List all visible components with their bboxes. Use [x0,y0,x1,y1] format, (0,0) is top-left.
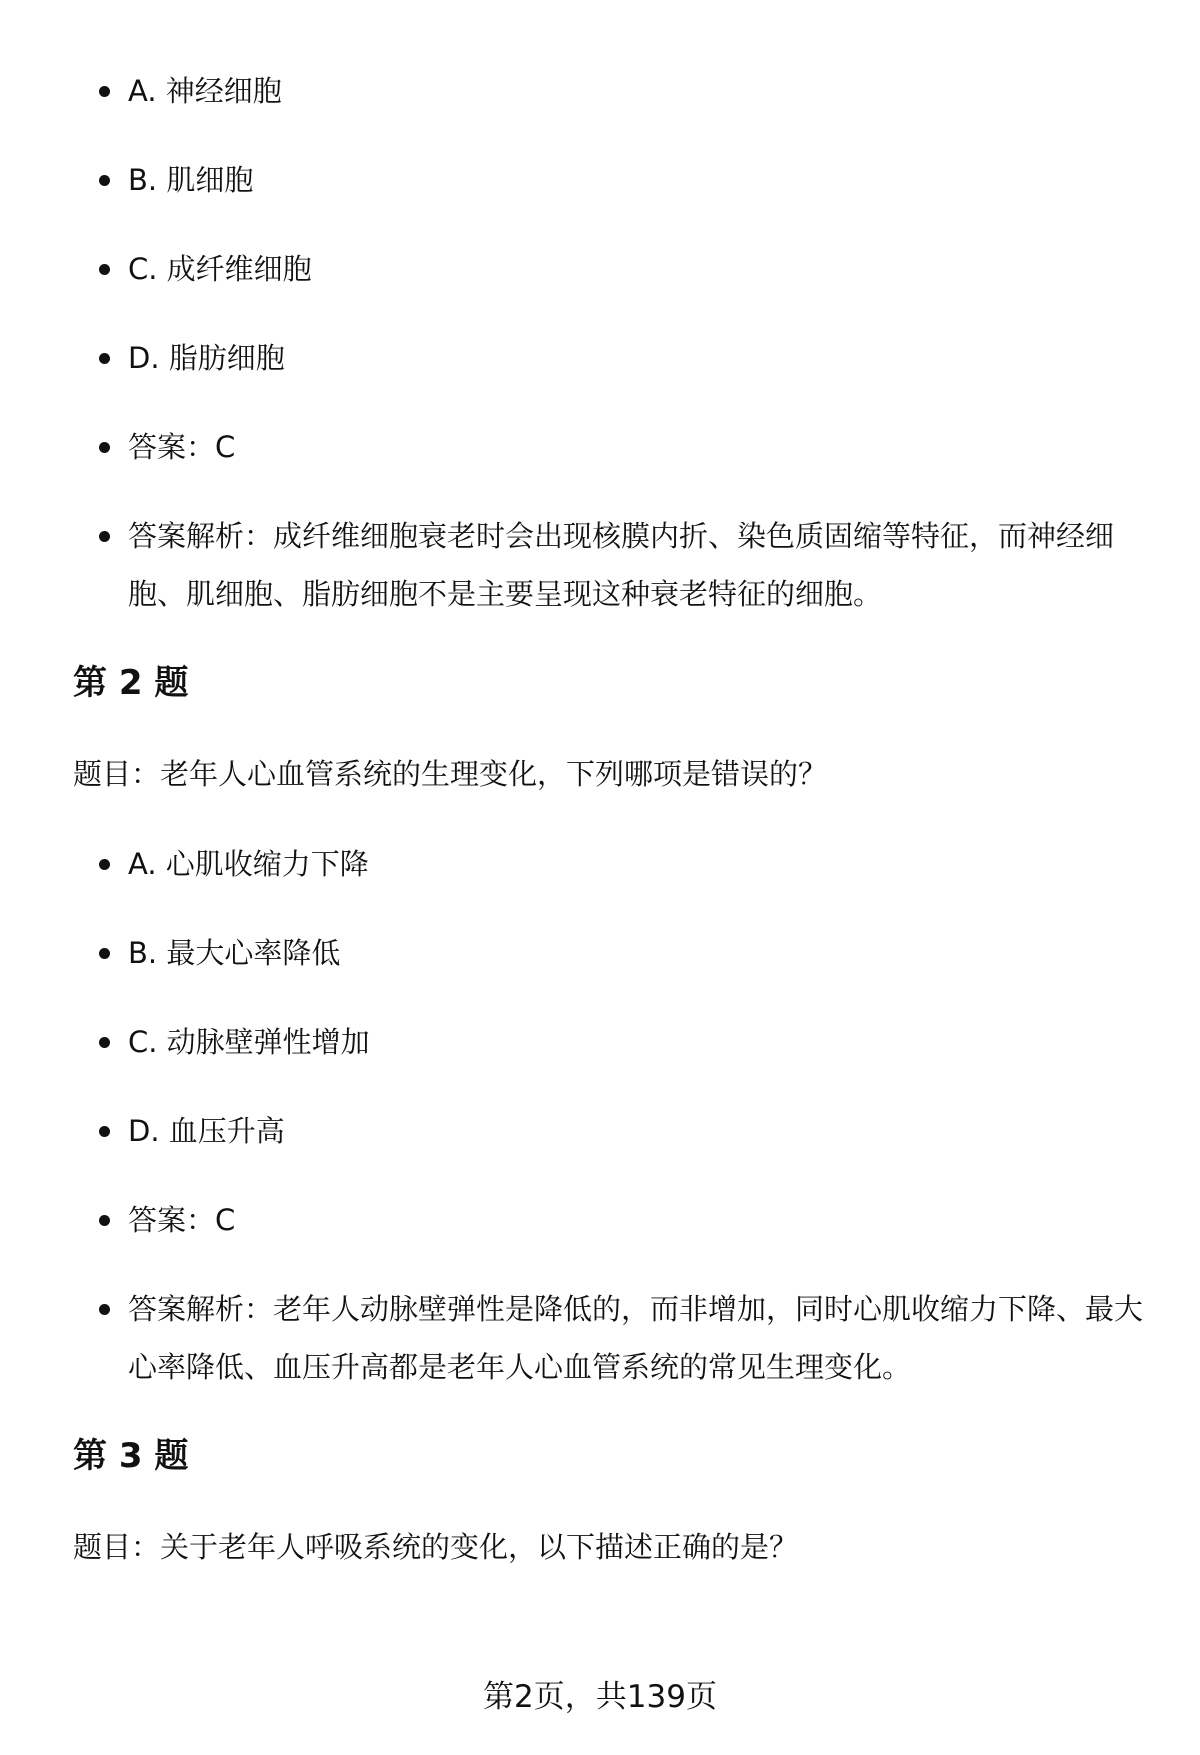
bullet-icon [99,948,110,959]
bullet-icon [99,1037,110,1048]
q2-title: 第 2 题 [73,663,189,703]
bullet-icon [99,353,110,364]
q1-answer [73,418,1143,476]
q1-explanation-text: 答案解析：成纤维细胞衰老时会出现核膜内折、染色质固缩等特征，而神经细胞、肌细胞、脂肪细胞不是主要呈现这种衰老特征的细胞。 [128,519,1115,611]
bullet-icon [99,1215,110,1226]
bullet-icon [99,86,110,97]
bullet-icon [99,442,110,453]
q1-option-c-text: C. 成纤维细胞 [128,252,312,286]
q2-option-d-text: D. 血压升高 [128,1114,285,1148]
q1-option-list [73,62,1143,623]
q3-title: 第 3 题 [73,1436,189,1476]
q2-option-list [73,835,1143,1396]
q1-option-d-text: D. 脂肪细胞 [128,341,285,375]
q1-option-b [73,151,1143,209]
q2-option-b-text: B. 最大心率降低 [128,936,341,970]
bullet-icon [99,859,110,870]
q3-stem: 题目：关于老年人呼吸系统的变化，以下描述正确的是？ [73,1530,799,1564]
q1-option-d [73,329,1143,387]
q1-answer-text: 答案：C [128,430,236,464]
q2-option-d [73,1102,1143,1160]
q2-answer [73,1191,1143,1249]
q1-option-b-text: B. 肌细胞 [128,163,254,197]
q1-option-a-text: A. 神经细胞 [128,74,282,108]
q2-stem: 题目：老年人心血管系统的生理变化，下列哪项是错误的？ [73,757,828,791]
q1-option-a [73,62,1143,120]
bullet-icon [99,1304,110,1315]
q1-option-c [73,240,1143,298]
q2-answer-text: 答案：C [128,1203,236,1237]
q2-option-a [73,835,1143,893]
bullet-icon [99,1126,110,1137]
bullet-icon [99,175,110,186]
q2-option-c [73,1013,1143,1071]
page-number-footer: 第2页，共139页 [483,1679,717,1715]
bullet-icon [99,264,110,275]
q2-option-c-text: C. 动脉壁弹性增加 [128,1025,370,1059]
q1-explanation [73,507,1143,623]
page-content [73,62,1143,1608]
q2-explanation [73,1280,1143,1396]
q2-option-a-text: A. 心肌收缩力下降 [128,847,369,881]
bullet-icon [99,531,110,542]
q2-option-b [73,924,1143,982]
q2-explanation-text: 答案解析：老年人动脉壁弹性是降低的，而非增加，同时心肌收缩力下降、最大心率降低、血压升高都是老年人心血管系统的常见生理变化。 [128,1292,1144,1384]
